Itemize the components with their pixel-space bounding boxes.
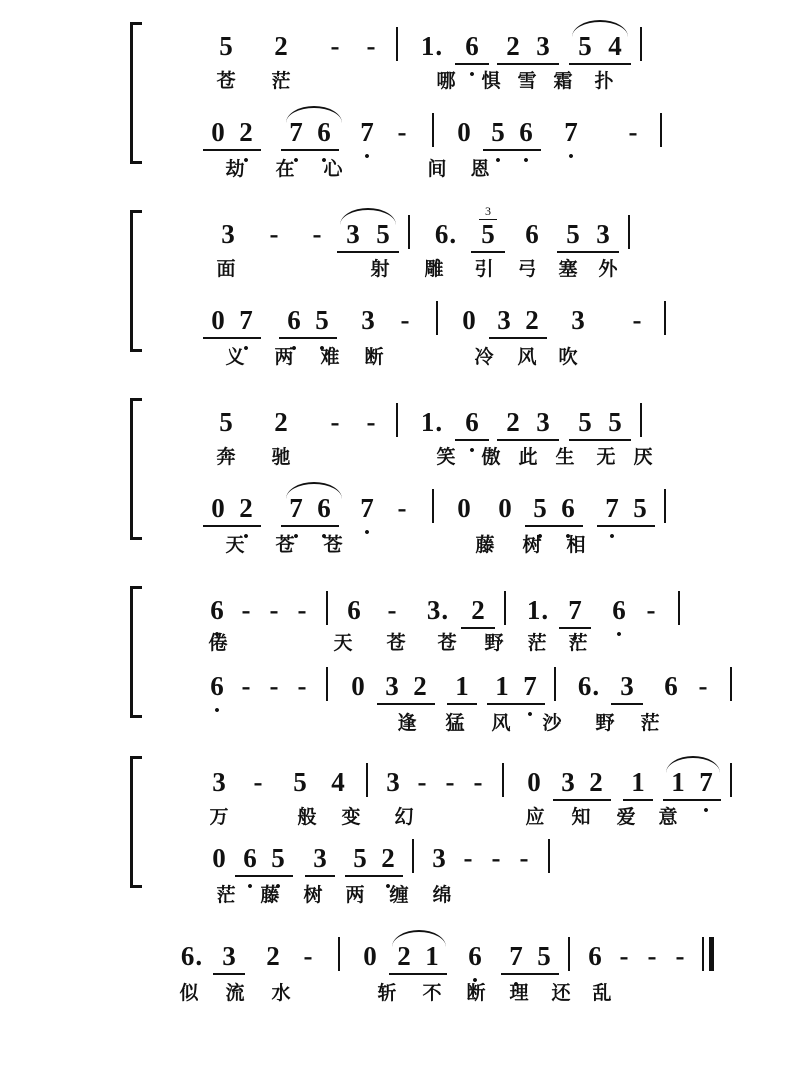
lyric: 雪 — [517, 70, 537, 92]
barline — [436, 301, 438, 335]
note: 6 — [588, 941, 602, 971]
barline — [640, 403, 642, 437]
lyric: 塞 — [558, 258, 578, 280]
score-page — [0, 14, 800, 1081]
lyric: 绵 — [432, 884, 452, 906]
note: 0 — [457, 117, 471, 147]
note: • 5 — [526, 495, 554, 528]
note-row — [204, 204, 640, 254]
barline — [396, 27, 398, 61]
lyric: 变 — [341, 806, 361, 828]
note: - — [463, 843, 473, 873]
note: 3 — [378, 673, 406, 706]
note: 3 — [212, 767, 226, 797]
lyric: 知 — [571, 806, 591, 828]
note: - — [366, 407, 376, 437]
system-6 — [0, 922, 800, 1004]
line-3-upper — [44, 390, 800, 468]
note: 5 — [558, 221, 588, 254]
note: - — [330, 31, 340, 61]
line-2-lower — [44, 280, 800, 368]
note: - — [400, 305, 410, 335]
note: 6. — [434, 219, 457, 249]
lyric: 茫 — [527, 632, 547, 654]
note: 3 — [432, 843, 446, 873]
note: 3 — [221, 219, 235, 249]
note: • 2 — [232, 119, 260, 152]
barline — [326, 667, 328, 701]
note-row — [204, 482, 676, 528]
note: 5 — [368, 221, 398, 254]
note: • 2 — [232, 495, 260, 528]
lyric: 逢 — [397, 712, 417, 734]
note: - — [646, 595, 656, 625]
note: • 6 — [456, 33, 488, 66]
lyric: 野 — [595, 712, 615, 734]
note: • 7 — [282, 495, 310, 528]
lyric: 苍 — [323, 534, 343, 556]
note: - — [619, 941, 629, 971]
lyric: 理 — [509, 982, 529, 1004]
note: 5 — [626, 495, 654, 528]
note: 5 3 — [472, 221, 504, 254]
lyric-row — [210, 342, 588, 374]
note: 1 — [624, 769, 652, 802]
note: 2 — [462, 597, 494, 630]
lyric: 乱 — [592, 982, 612, 1004]
note: 5 — [530, 943, 558, 976]
lyric: 引 — [474, 258, 494, 280]
lyric: 相 — [566, 534, 586, 556]
note: 2 — [266, 941, 280, 971]
lyric: 茫 — [640, 712, 660, 734]
note: • 7 — [560, 597, 590, 630]
note: 0 — [527, 767, 541, 797]
note: 2 — [274, 31, 288, 61]
lyric: 奔 — [216, 446, 236, 468]
note: 2 — [390, 943, 418, 976]
note: • 6 — [236, 845, 264, 878]
lyric: 难 — [320, 346, 340, 368]
note: - — [491, 843, 501, 873]
note: 3 — [612, 673, 642, 706]
note: • 6 — [280, 307, 308, 340]
barline — [730, 667, 732, 701]
system-3 — [0, 390, 800, 556]
lyric: 哪 — [436, 70, 456, 92]
note: 2 — [582, 769, 610, 802]
note: - — [253, 767, 263, 797]
note: • 2 — [374, 845, 402, 878]
line-5-lower — [44, 824, 800, 906]
lyric: 天 — [225, 534, 245, 556]
note: - — [417, 767, 427, 797]
barline — [730, 763, 732, 797]
lyric: 吹 — [558, 346, 578, 368]
note: • 6 — [310, 495, 338, 528]
note: 0 — [363, 941, 377, 971]
lyric: 间 — [427, 158, 447, 180]
note: 1 — [488, 673, 516, 706]
lyric: 弓 — [517, 258, 537, 280]
note: 0 — [351, 671, 365, 701]
lyric: 在 — [275, 158, 295, 180]
note: 3 — [528, 33, 558, 66]
note: - — [330, 407, 340, 437]
note: - — [675, 941, 685, 971]
lyric: 苍 — [275, 534, 295, 556]
barline — [664, 301, 666, 335]
lyric: 万 — [209, 806, 229, 828]
lyric: 射 — [370, 258, 390, 280]
note: • 7 — [516, 673, 544, 706]
note: 4 — [331, 767, 345, 797]
lyric: 应 — [525, 806, 545, 828]
note: - — [628, 117, 638, 147]
note-row — [204, 20, 652, 66]
note: - — [698, 671, 708, 701]
note: - — [297, 671, 307, 701]
lyric: 倦 — [208, 632, 228, 654]
note: • 5 — [308, 307, 336, 340]
lyric: 还 — [551, 982, 571, 1004]
note: • 7 — [692, 769, 720, 802]
lyric: 断 — [364, 346, 384, 368]
note: - — [303, 941, 313, 971]
barline — [664, 489, 666, 523]
note: 2 — [274, 407, 288, 437]
note: 1 — [448, 673, 476, 706]
barline — [366, 763, 368, 797]
note: 3 — [361, 305, 375, 335]
lyric-row — [166, 978, 622, 1010]
barline — [568, 937, 570, 971]
note: - — [397, 493, 407, 523]
note: - — [241, 595, 251, 625]
note: 3 — [490, 307, 518, 340]
lyric: 恩 — [470, 158, 490, 180]
lyric: 厌 — [633, 446, 653, 468]
note-row — [204, 294, 676, 340]
line-5-upper — [44, 748, 800, 828]
note: 3 — [214, 943, 244, 976]
note: • 7 — [282, 119, 310, 152]
line-6-final — [44, 922, 800, 1004]
barline — [396, 403, 398, 437]
lyric: 风 — [491, 712, 511, 734]
note: 5 — [219, 407, 233, 437]
barline — [640, 27, 642, 61]
barline — [548, 839, 550, 873]
note: • 6 — [202, 673, 232, 706]
note: 5 — [346, 845, 374, 878]
note: 3 — [554, 769, 582, 802]
line-1-upper — [44, 14, 800, 92]
note: - — [445, 767, 455, 797]
lyric: 断 — [466, 982, 486, 1004]
lyric: 野 — [484, 632, 504, 654]
note: 2 — [498, 33, 528, 66]
barline — [660, 113, 662, 147]
note: 3 — [338, 221, 368, 254]
lyric: 爱 — [616, 806, 636, 828]
note: 3 — [386, 767, 400, 797]
barline — [554, 667, 556, 701]
line-1-lower — [44, 92, 800, 180]
note: 3 — [528, 409, 558, 442]
barline — [502, 763, 504, 797]
note-row — [202, 660, 742, 706]
note: 1 — [418, 943, 446, 976]
lyric: 外 — [598, 258, 618, 280]
note-row — [202, 832, 560, 878]
lyric: 冷 — [474, 346, 494, 368]
note: 4 — [600, 33, 630, 66]
lyric: 天 — [333, 632, 353, 654]
note-row — [202, 756, 742, 802]
note: • 6 — [456, 409, 488, 442]
barline — [408, 215, 410, 249]
note: • 7 — [556, 119, 586, 152]
note: • 6 — [554, 495, 582, 528]
barline — [432, 489, 434, 523]
note: 5 — [219, 31, 233, 61]
lyric: 藤 — [260, 884, 280, 906]
note: 0 — [204, 307, 232, 340]
note: • 7 — [352, 119, 382, 152]
note-row — [204, 106, 672, 152]
note: • 6 — [202, 597, 232, 630]
lyric: 傲 — [481, 446, 501, 468]
note: - — [269, 595, 279, 625]
lyric: 两 — [345, 884, 365, 906]
note: • 6 — [512, 119, 540, 152]
note: 0 — [457, 493, 471, 523]
lyric: 笑 — [436, 446, 456, 468]
note: 6 — [664, 671, 678, 701]
system-2 — [0, 202, 800, 368]
lyric: 生 — [555, 446, 575, 468]
barline — [504, 591, 506, 625]
note: • 7 — [598, 495, 626, 528]
lyric: 劫 — [225, 158, 245, 180]
line-3-lower — [44, 468, 800, 556]
note: 1. — [420, 31, 443, 61]
lyric: 幻 — [394, 806, 414, 828]
note: - — [269, 219, 279, 249]
barline — [628, 215, 630, 249]
note: 2 — [406, 673, 434, 706]
lyric: 水 — [271, 982, 291, 1004]
note: 3 — [306, 845, 334, 878]
lyric: 无 — [596, 446, 616, 468]
lyric: 似 — [179, 982, 199, 1004]
line-2-upper — [44, 202, 800, 280]
note: • 6 — [310, 119, 338, 152]
note: 0 — [204, 119, 232, 152]
lyric: 雕 — [424, 258, 444, 280]
note: - — [269, 671, 279, 701]
lyric: 扑 — [594, 70, 614, 92]
note: - — [632, 305, 642, 335]
triplet-mark: 3 — [485, 204, 491, 218]
lyric: 心 — [323, 158, 343, 180]
note: 3 — [588, 221, 618, 254]
note: • 5 — [264, 845, 292, 878]
lyric: 霜 — [553, 70, 573, 92]
lyric: 茫 — [568, 632, 588, 654]
note: 5 — [570, 409, 600, 442]
note: 0 — [212, 843, 226, 873]
lyric: 树 — [303, 884, 323, 906]
note: 6. — [577, 671, 600, 701]
note: - — [241, 671, 251, 701]
lyric: 此 — [518, 446, 538, 468]
lyric: 意 — [658, 806, 678, 828]
note: - — [297, 595, 307, 625]
lyric: 不 — [422, 982, 442, 1004]
lyric-row — [210, 530, 596, 562]
barline — [338, 937, 340, 971]
system-4 — [0, 578, 800, 734]
lyric: 猛 — [445, 712, 465, 734]
barline — [678, 591, 680, 625]
note: 1. — [526, 595, 549, 625]
lyric: 沙 — [542, 712, 562, 734]
note: 1 — [664, 769, 692, 802]
lyric: 义 — [225, 346, 245, 368]
note: - — [647, 941, 657, 971]
lyric: 茫 — [216, 884, 236, 906]
note: 3 — [571, 305, 585, 335]
note: 5 — [293, 767, 307, 797]
lyric: 斩 — [377, 982, 397, 1004]
note: • 5 — [484, 119, 512, 152]
lyric: 两 — [274, 346, 294, 368]
note-row — [202, 584, 690, 630]
lyric: 藤 — [475, 534, 495, 556]
note: 6. — [180, 941, 203, 971]
lyric: 流 — [225, 982, 245, 1004]
note: 3. — [426, 595, 449, 625]
note: • 6 — [460, 943, 490, 976]
note: • 6 — [604, 597, 634, 630]
note: 1. — [420, 407, 443, 437]
lyric: 惧 — [481, 70, 501, 92]
lyric: 茫 — [271, 70, 291, 92]
final-barline — [702, 937, 714, 971]
lyric: 面 — [216, 258, 236, 280]
lyric: 般 — [297, 806, 317, 828]
note: - — [366, 31, 376, 61]
note: - — [312, 219, 322, 249]
note: 0 — [498, 493, 512, 523]
note: 0 — [462, 305, 476, 335]
lyric: 驰 — [271, 446, 291, 468]
system-1 — [0, 14, 800, 180]
barline — [432, 113, 434, 147]
note: - — [397, 117, 407, 147]
note: - — [519, 843, 529, 873]
note-row — [170, 930, 714, 976]
lyric-row — [382, 708, 670, 740]
lyric: 苍 — [386, 632, 406, 654]
lyric: 缠 — [389, 884, 409, 906]
line-4-lower — [44, 650, 800, 734]
note: 2 — [498, 409, 528, 442]
note: 5 — [600, 409, 630, 442]
note: • 7 — [352, 495, 382, 528]
barline — [412, 839, 414, 873]
lyric: 风 — [517, 346, 537, 368]
lyric: 树 — [522, 534, 542, 556]
lyric-row — [210, 154, 500, 186]
lyric: 苍 — [437, 632, 457, 654]
note: - — [473, 767, 483, 797]
line-4-upper — [44, 578, 800, 654]
lyric-row — [204, 880, 462, 912]
note: - — [387, 595, 397, 625]
note: 2 — [518, 307, 546, 340]
note: 5 — [570, 33, 600, 66]
barline — [326, 591, 328, 625]
lyric: 苍 — [216, 70, 236, 92]
note: 6 — [347, 595, 361, 625]
system-5 — [0, 748, 800, 906]
note-row — [204, 396, 652, 442]
note: • 7 — [232, 307, 260, 340]
note: 6 — [525, 219, 539, 249]
note: • 7 — [502, 943, 530, 976]
note: 0 — [204, 495, 232, 528]
